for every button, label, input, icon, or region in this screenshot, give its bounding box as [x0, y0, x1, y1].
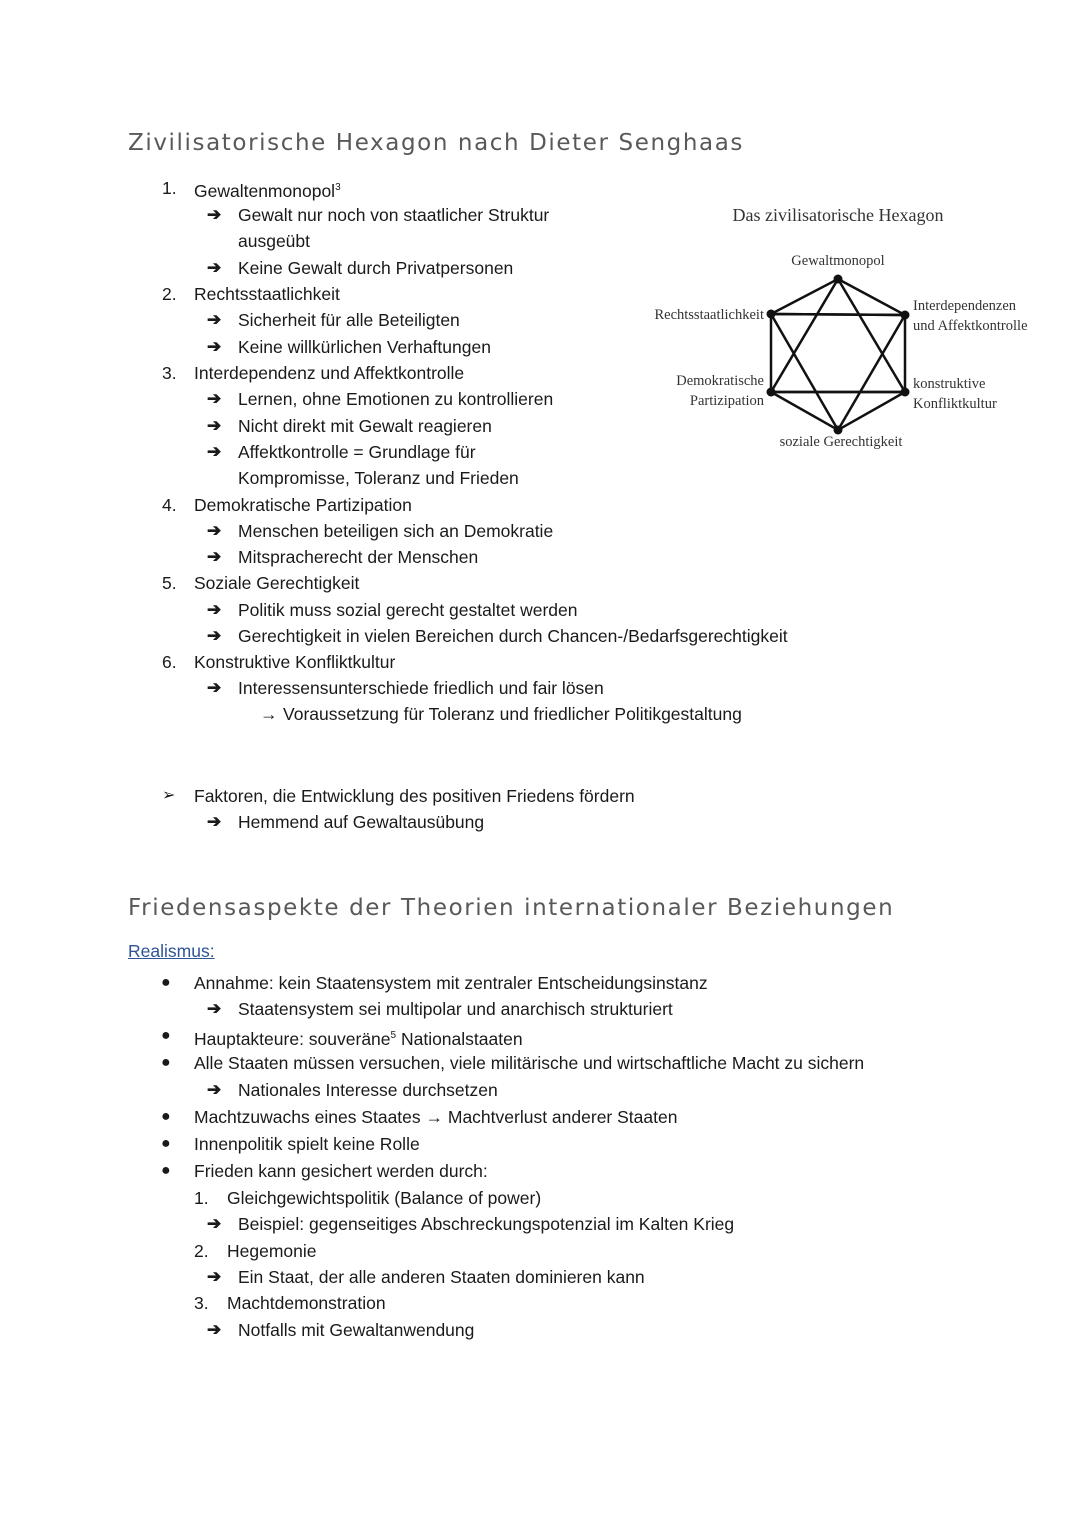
item-label: Konstruktive Konfliktkultur — [194, 652, 396, 672]
bullet-icon: ● — [161, 1135, 171, 1152]
arrow-icon: ➔ — [207, 678, 222, 697]
point-text: Politik muss sozial gerecht gestaltet werden — [238, 600, 578, 620]
subpoint-text: Voraussetzung für Toleranz und friedlicher Politikgestaltung — [283, 704, 742, 724]
item-number: 4. — [162, 495, 177, 515]
point-text: Keine willkürlichen Verhaftungen — [238, 337, 491, 357]
bullet-icon: ● — [161, 1027, 171, 1044]
point-text: Ein Staat, der alle anderen Staaten dominieren kann — [238, 1267, 645, 1287]
item-number: 3. — [162, 363, 177, 383]
item-label: Hegemonie — [227, 1241, 317, 1261]
arrow-right-icon: → — [260, 704, 278, 724]
bullet-text: Frieden kann gesichert werden durch: — [194, 1161, 488, 1181]
item-number: 2. — [162, 284, 177, 304]
bullet-text: Annahme: kein Staatensystem mit zentraler Entscheidungsinstanz — [194, 973, 708, 993]
arrow-icon: ➔ — [207, 999, 222, 1018]
item-number: 6. — [162, 652, 177, 672]
item-label: Rechtsstaatlichkeit — [194, 284, 340, 304]
hexagon-lines — [771, 279, 905, 430]
section-title-theories: Friedensaspekte der Theorien internationaler Beziehungen — [128, 895, 895, 921]
diagram-title: Das zivilisatorische Hexagon — [732, 205, 944, 225]
node-label-top: Gewaltmonopol — [791, 253, 885, 269]
point-text: Interessensunterschiede friedlich und fair lösen — [238, 678, 604, 698]
arrow-icon: ➔ — [207, 389, 222, 408]
arrowhead-bullet-icon: ➢ — [162, 787, 176, 804]
arrow-icon: ➔ — [207, 1080, 222, 1099]
hexagon-nodes — [767, 275, 910, 435]
bullet-text-end: Nationalstaaten — [396, 1028, 523, 1049]
item-number: 3. — [194, 1293, 209, 1313]
arrow-icon: ➔ — [207, 1320, 222, 1339]
item-label: Soziale Gerechtigkeit — [194, 573, 360, 593]
footnote-ref: 5 — [390, 1030, 397, 1041]
arrow-icon: ➔ — [207, 812, 222, 831]
point-text: Gewalt nur noch von staatlicher Struktur — [238, 205, 550, 225]
item-label: Gewaltenmonopol — [194, 180, 336, 201]
arrow-icon: ➔ — [207, 205, 222, 224]
bullet-icon: ● — [161, 974, 171, 991]
point-text: Lernen, ohne Emotionen zu kontrollieren — [238, 389, 554, 409]
point-text: Menschen beteiligen sich an Demokratie — [238, 521, 554, 541]
point-text: Notfalls mit Gewaltanwendung — [238, 1320, 475, 1340]
node-label-upper-left: Rechtsstaatlichkeit — [654, 307, 764, 323]
arrow-icon: ➔ — [207, 1267, 222, 1286]
point-text: Kompromisse, Toleranz und Frieden — [238, 468, 519, 488]
section-title-hexagon: Zivilisatorische Hexagon nach Dieter Senghaas — [128, 130, 744, 156]
bullet-icon: ● — [161, 1108, 171, 1125]
item-number: 1. — [162, 178, 177, 198]
node-label-upper-right: Interdependenzen — [913, 298, 1017, 314]
item-label: Machtdemonstration — [227, 1293, 386, 1313]
item-number: 1. — [194, 1188, 209, 1208]
node-label-lower-left: Demokratische — [676, 373, 764, 389]
point-text: Gerechtigkeit in vielen Bereichen durch Chancen-/Bedarfsgerechtigkeit — [238, 626, 788, 646]
arrow-icon: ➔ — [207, 337, 222, 356]
point-text: Staatensystem sei multipolar und anarchisch strukturiert — [238, 999, 673, 1019]
point-text: Sicherheit für alle Beteiligten — [238, 310, 460, 330]
arrow-icon: ➔ — [207, 626, 222, 645]
arrow-icon: ➔ — [207, 1214, 222, 1233]
node-label-bottom: soziale Gerechtigkeit — [779, 434, 903, 450]
item-label: Interdependenz und Affektkontrolle — [194, 363, 465, 383]
arrow-icon: ➔ — [207, 258, 222, 277]
item-number: 5. — [162, 573, 177, 593]
arrow-icon: ➔ — [207, 442, 222, 461]
bullet-icon: ● — [161, 1162, 171, 1179]
point-text: Nationales Interesse durchsetzen — [238, 1080, 498, 1100]
footnote-ref: 3 — [335, 182, 341, 193]
item-label: Demokratische Partizipation — [194, 495, 412, 515]
point-text: ausgeübt — [238, 231, 311, 251]
point-text: Hemmend auf Gewaltausübung — [238, 812, 485, 832]
point-text: Beispiel: gegenseitiges Abschreckungspotenzial im Kalten Krieg — [238, 1214, 735, 1234]
arrow-icon: ➔ — [207, 600, 222, 619]
point-text: Keine Gewalt durch Privatpersonen — [238, 258, 514, 278]
node-label-upper-right-2: und Affektkontrolle — [913, 318, 1028, 334]
bullet-text: Hauptakteure: souveräne — [194, 1028, 391, 1049]
item-number: 2. — [194, 1241, 209, 1261]
arrow-icon: ➔ — [207, 521, 222, 540]
bullet-text: Innenpolitik spielt keine Rolle — [194, 1134, 420, 1154]
point-text: Mitspracherecht der Menschen — [238, 547, 479, 567]
bullet-text: Alle Staaten müssen versuchen, viele militärische und wirtschaftliche Macht zu sichern — [194, 1053, 865, 1073]
node-label-lower-right-2: Konfliktkultur — [913, 396, 997, 412]
hexagon-diagram — [620, 195, 1060, 465]
bullet-text: Machtzuwachs eines Staates → Machtverlust anderer Staaten — [194, 1107, 678, 1127]
subheading-realismus[interactable]: Realismus: — [128, 941, 215, 961]
arrow-icon: ➔ — [207, 547, 222, 566]
arrow-icon: ➔ — [207, 416, 222, 435]
point-text: Affektkontrolle = Grundlage für — [238, 442, 476, 462]
item-label: Gleichgewichtspolitik (Balance of power) — [227, 1188, 542, 1208]
point-text: Nicht direkt mit Gewalt reagieren — [238, 416, 492, 436]
arrow-icon: ➔ — [207, 310, 222, 329]
node-label-lower-right: konstruktive — [913, 376, 986, 392]
factor-label: Faktoren, die Entwicklung des positiven Friedens fördern — [194, 786, 635, 806]
bullet-icon: ● — [161, 1054, 171, 1071]
node-label-lower-left-2: Partizipation — [689, 393, 764, 409]
